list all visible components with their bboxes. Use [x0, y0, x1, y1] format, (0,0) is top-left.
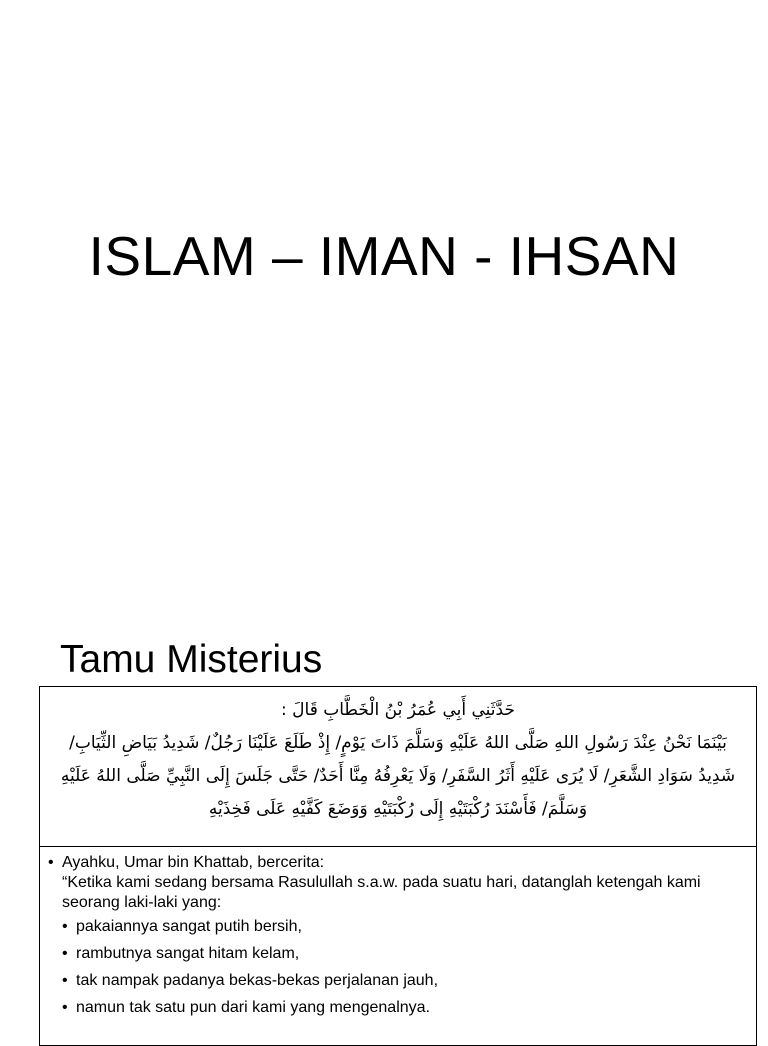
bullet-icon: •: [62, 918, 68, 935]
arabic-line: بَيْنَمَا نَحْنُ عِنْدَ رَسُولِ اللهِ صَلَّى اللهُ عَلَيْهِ وَسَلَّمَ ذَاتَ يَوْمٍ/ إِذْ طَلَعَ عَلَيْنَا رَجُلٌ/ شَدِيدُ بَيَاضِ الثِّيَابِ/: [69, 733, 727, 753]
slide-title: ISLAM – IMAN - IHSAN: [88, 225, 680, 287]
list-item-text: namun tak satu pun dari kami yang mengenalnya.: [76, 999, 430, 1016]
description-list: [62, 917, 748, 1018]
translation-cell: [40, 847, 756, 1018]
translation-quote: “Ketika kami sedang bersama Rasulullah s.a.w. pada suatu hari, datanglah ketengah kami seorang laki-laki yang:: [62, 874, 701, 911]
bullet-icon: •: [62, 999, 68, 1016]
list-item: [62, 971, 748, 991]
bullet-icon: •: [48, 854, 54, 871]
arabic-line: وَسَلَّمَ/ فَأَسْنَدَ رُكْبَتَيْهِ إِلَى رُكْبَتَيْهِ وَوَضَعَ كَفَّيْهِ عَلَى فَخِذَيْهِ: [208, 799, 588, 819]
list-item-text: rambutnya sangat hitam kelam,: [76, 945, 300, 962]
arabic-text-cell: [40, 687, 756, 847]
intro-text: Ayahku, Umar bin Khattab, bercerita:: [62, 854, 325, 871]
arabic-line: حَدَّثَنِي أَبِي عُمَرُ بْنُ الْخَطَّابِ قَالَ :: [281, 700, 515, 720]
bullet-icon: •: [62, 945, 68, 962]
list-item: [62, 998, 748, 1018]
list-item: [62, 917, 748, 937]
bullet-icon: •: [62, 972, 68, 989]
section-heading: Tamu Misterius: [60, 638, 323, 681]
list-item-text: tak nampak padanya bekas-bekas perjalanan jauh,: [76, 972, 439, 989]
list-item: [62, 944, 748, 964]
hadith-table: [39, 686, 757, 1046]
translation-intro: [48, 853, 748, 873]
arabic-line: شَدِيدُ سَوَادِ الشَّعَرِ/ لَا يُرَى عَلَيْهِ أَثَرُ السَّفَرِ/ وَلَا يَعْرِفُهُ مِنَّا أَحَدٌ/ حَتَّى جَلَسَ إِلَى النَّبِيِّ صَلَّى اللهُ عَلَيْهِ: [60, 766, 736, 786]
list-item-text: pakaiannya sangat putih bersih,: [76, 918, 302, 935]
